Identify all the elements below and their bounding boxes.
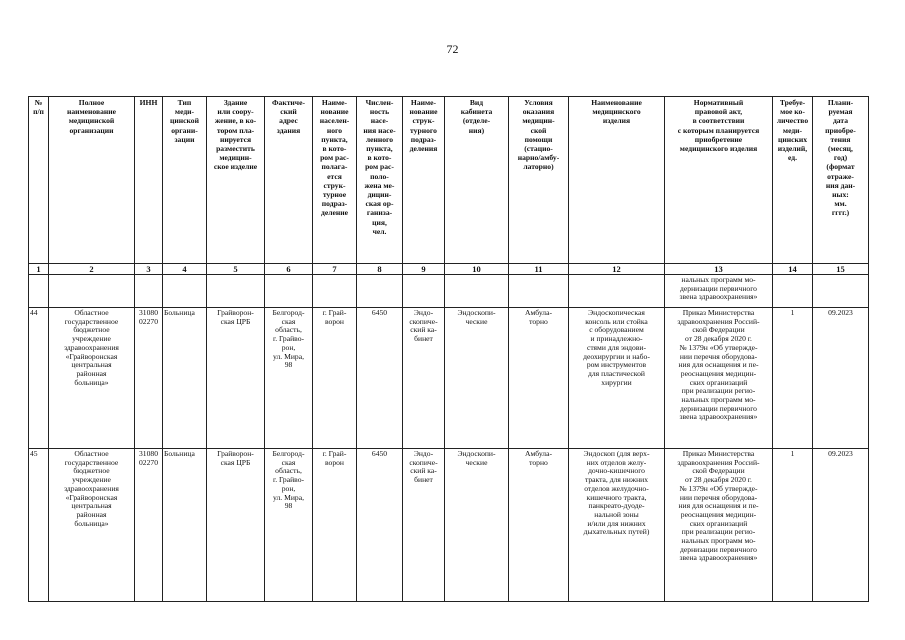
column-number: 12 xyxy=(569,264,665,275)
column-number: 5 xyxy=(207,264,265,275)
column-number: 6 xyxy=(265,264,313,275)
device-name: Эндоскопическая консоль или стойка с оборудованием и принадлежно- стями для эндови- деохирургии и набо- ром инструментов для пластической хирургии xyxy=(569,308,665,449)
care-conditions: Амбула- торно xyxy=(509,308,569,449)
column-number: 11 xyxy=(509,264,569,275)
row-number: 45 xyxy=(29,449,49,602)
organization-type: Больница xyxy=(163,308,207,449)
quantity: 1 xyxy=(773,308,813,449)
header-cell: Требуе- мое ко- личество меди- цинских изделий, ед. xyxy=(773,97,813,264)
row-number: 44 xyxy=(29,308,49,449)
continuation-text: нальных программ мо- дернизации первичного звена здравоохранения» xyxy=(665,275,773,308)
quantity: 1 xyxy=(773,449,813,602)
device-name: Эндоскоп (для верх- них отделов желу- дочно-кишечного тракта, для нижних отделов желудочно- кишечного тракта, панкреато-дуоде- нальной зоны и/или для нижних дыхательных путей) xyxy=(569,449,665,602)
column-number: 13 xyxy=(665,264,773,275)
column-number: 14 xyxy=(773,264,813,275)
address: Белгород- ская область, г. Грайво- рон, ул. Мира, 98 xyxy=(265,449,313,602)
locality: г. Грай- ворон xyxy=(313,449,357,602)
inn: 31080 02270 xyxy=(135,449,163,602)
building: Грайворон- ская ЦРБ xyxy=(207,308,265,449)
inn: 31080 02270 xyxy=(135,308,163,449)
column-number: 15 xyxy=(813,264,869,275)
planned-date: 09.2023 xyxy=(813,308,869,449)
header-cell: Условия оказания медицин- ской помощи (стацио- нарно/амбу- латорно) xyxy=(509,97,569,264)
header-cell: Наиме- нование населен- ного пункта, в кото- ром рас- полага- ется струк- турное подраз- деление xyxy=(313,97,357,264)
header-cell: Числен- ность насе- ния насе- ленного пункта, в кото- ром рас- поло- жена ме- дицин- ская ор- ганиза- ция, чел. xyxy=(357,97,403,264)
structural-unit: Эндо- скопиче- ский ка- бинет xyxy=(403,308,445,449)
continuation-row xyxy=(29,275,869,308)
header-cell: Полное наименование медицинской организации xyxy=(49,97,135,264)
header-row xyxy=(29,97,869,264)
cabinet-type: Эндоскопи- ческие xyxy=(445,449,509,602)
column-number: 1 xyxy=(29,264,49,275)
column-number: 7 xyxy=(313,264,357,275)
locality: г. Грай- ворон xyxy=(313,308,357,449)
header-cell: Фактиче- ский адрес здания xyxy=(265,97,313,264)
header-cell: Плани- руемая дата приобре- тения (месяц, год) (формат отраже- ния дан- ных: мм. гггг.) xyxy=(813,97,869,264)
column-number: 10 xyxy=(445,264,509,275)
address: Белгород- ская область, г. Грайво- рон, ул. Мира, 98 xyxy=(265,308,313,449)
header-cell: Тип меди- цинской органи- зации xyxy=(163,97,207,264)
table-row xyxy=(29,308,869,449)
medical-equipment-table xyxy=(28,96,869,602)
structural-unit: Эндо- скопиче- ский ка- бинет xyxy=(403,449,445,602)
header-cell: ИНН xyxy=(135,97,163,264)
header-cell: Наименование медицинского изделия xyxy=(569,97,665,264)
planned-date: 09.2023 xyxy=(813,449,869,602)
column-number: 9 xyxy=(403,264,445,275)
header-cell: Здание или соору- жение, в ко- тором пла- нируется разместить медицин- ское изделие xyxy=(207,97,265,264)
column-number: 2 xyxy=(49,264,135,275)
header-cell: № п/п xyxy=(29,97,49,264)
organization-name: Областное государственное бюджетное учреждение здравоохранения «Грайворонская центральная районная больница» xyxy=(49,308,135,449)
header-cell: Нормативный правовой акт, в соответствии с которым планируется приобретение медицинского изделия xyxy=(665,97,773,264)
organization-name: Областное государственное бюджетное учреждение здравоохранения «Грайворонская центральная районная больница» xyxy=(49,449,135,602)
care-conditions: Амбула- торно xyxy=(509,449,569,602)
page-number: 72 xyxy=(446,42,459,56)
population: 6450 xyxy=(357,449,403,602)
column-number: 4 xyxy=(163,264,207,275)
organization-type: Больница xyxy=(163,449,207,602)
population: 6450 xyxy=(357,308,403,449)
header-cell: Вид кабинета (отделе- ния) xyxy=(445,97,509,264)
building: Грайворон- ская ЦРБ xyxy=(207,449,265,602)
cabinet-type: Эндоскопи- ческие xyxy=(445,308,509,449)
legal-act: Приказ Министерства здравоохранения Россий- ской Федерации от 28 декабря 2020 г. № 1379н «Об утвержде- нии перечня оборудова- ния для оснащения и пе- реоснащения медицин- ских организаций при реализации регио- нальных программ мо- дернизации первичного звена здравоохранения» xyxy=(665,449,773,602)
column-number-row xyxy=(29,264,869,275)
column-number: 8 xyxy=(357,264,403,275)
header-cell: Наиме- нование струк- турного подраз- деления xyxy=(403,97,445,264)
table-row xyxy=(29,449,869,602)
column-number: 3 xyxy=(135,264,163,275)
legal-act: Приказ Министерства здравоохранения Россий- ской Федерации от 28 декабря 2020 г. № 1379н «Об утвержде- нии перечня оборудова- ния для оснащения и пе- реоснащения медицин- ских организаций при реализации регио- нальных программ мо- дернизации первичного звена здравоохранения» xyxy=(665,308,773,449)
